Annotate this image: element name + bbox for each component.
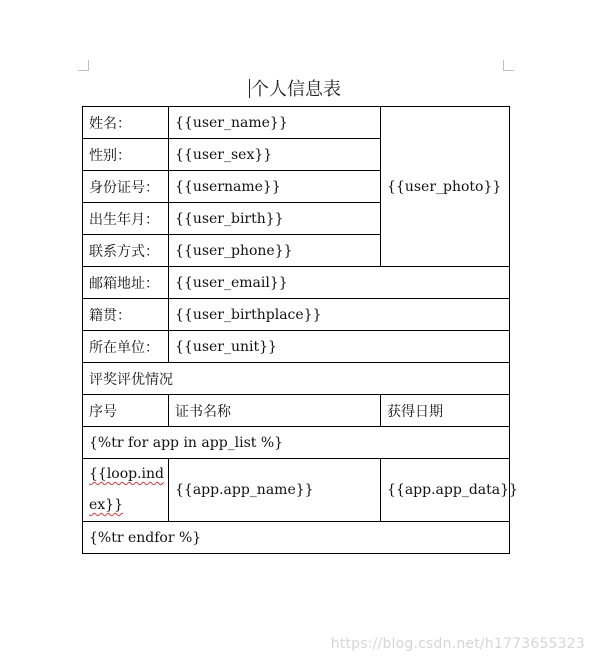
value-cell[interactable]: {{user_sex}} bbox=[169, 139, 381, 171]
column-header-index[interactable]: 序号 bbox=[83, 395, 169, 427]
label-cell: 性别： bbox=[83, 139, 169, 171]
value-cell[interactable]: {{user_name}} bbox=[169, 107, 381, 139]
table-row bbox=[83, 459, 510, 522]
table-row bbox=[83, 299, 510, 331]
loop-index-cell[interactable] bbox=[83, 459, 169, 522]
crop-mark-left bbox=[78, 60, 89, 71]
table-row bbox=[83, 363, 510, 395]
document-title-text: 个人信息表 bbox=[251, 79, 341, 100]
value-cell[interactable]: {{user_phone}} bbox=[169, 235, 381, 267]
loop-data-cell[interactable]: {{app.app_data}} bbox=[381, 459, 510, 522]
text-cursor bbox=[249, 79, 250, 98]
label-cell: 所在单位： bbox=[83, 331, 169, 363]
column-header-date[interactable]: 获得日期 bbox=[381, 395, 510, 427]
document-title[interactable] bbox=[82, 78, 508, 102]
loop-index-text-1: {{loop.ind bbox=[89, 466, 165, 482]
table-row bbox=[83, 522, 510, 554]
loop-start-cell[interactable]: {%tr for app in app_list %} bbox=[83, 427, 510, 459]
crop-mark-right bbox=[503, 60, 514, 71]
label-cell: 联系方式： bbox=[83, 235, 169, 267]
table-row bbox=[83, 267, 510, 299]
table-row bbox=[83, 331, 510, 363]
label-cell: 出生年月： bbox=[83, 203, 169, 235]
table-row bbox=[83, 427, 510, 459]
table-row bbox=[83, 395, 510, 427]
loop-index-text-2: ex}} bbox=[89, 497, 123, 513]
value-cell[interactable]: {{user_email}} bbox=[169, 267, 510, 299]
personal-info-table bbox=[82, 106, 518, 554]
loop-end-cell[interactable]: {%tr endfor %} bbox=[83, 522, 510, 554]
value-cell[interactable]: {{user_birth}} bbox=[169, 203, 381, 235]
awards-header-cell[interactable]: 评奖评优情况 bbox=[83, 363, 510, 395]
loop-name-cell[interactable]: {{app.app_name}} bbox=[169, 459, 381, 522]
value-cell[interactable]: {{user_unit}} bbox=[169, 331, 510, 363]
value-cell[interactable]: {{user_birthplace}} bbox=[169, 299, 510, 331]
table-row bbox=[83, 107, 510, 139]
label-cell: 姓名： bbox=[83, 107, 169, 139]
label-cell: 身份证号： bbox=[83, 171, 169, 203]
watermark-text: https://blog.csdn.net/h1773655323 bbox=[330, 636, 585, 652]
label-cell: 籍贯： bbox=[83, 299, 169, 331]
label-cell: 邮箱地址： bbox=[83, 267, 169, 299]
photo-cell[interactable]: {{user_photo}} bbox=[381, 107, 510, 267]
value-cell[interactable]: {{username}} bbox=[169, 171, 381, 203]
column-header-cert-name[interactable]: 证书名称 bbox=[169, 395, 381, 427]
